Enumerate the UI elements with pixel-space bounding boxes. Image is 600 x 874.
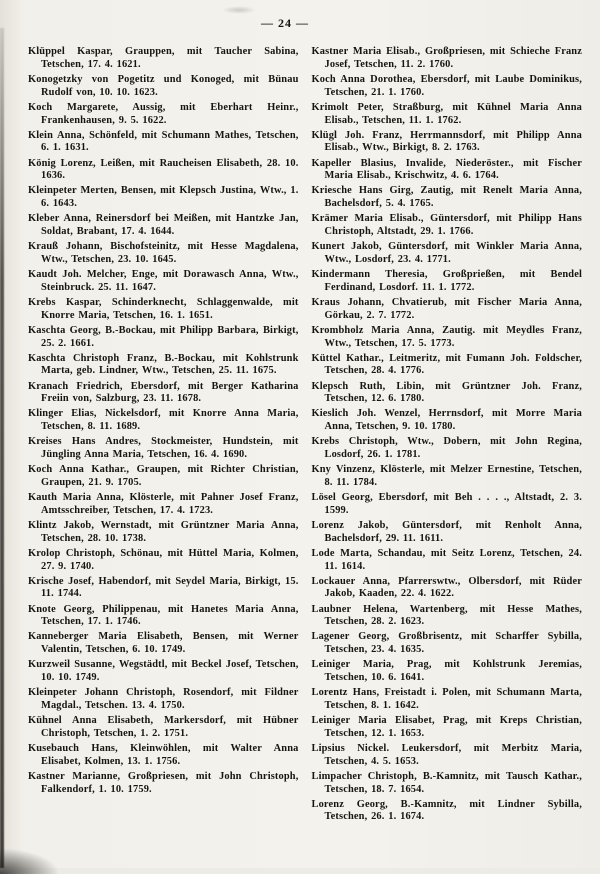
register-entry: Leiniger Maria, Prag, mit Kohlstrunk Jeremias, Tetschen, 10. 6. 1641.: [311, 659, 582, 684]
register-entry: Krombholz Maria Anna, Zautig. mit Meydles Franz, Wtw., Tetschen, 17. 5. 1773.: [311, 324, 582, 349]
register-entry: Lockauer Anna, Pfarrerswtw., Olbersdorf, mit Rüder Jakob, Kaaden, 22. 4. 1622.: [311, 575, 582, 600]
register-entry: Küttel Kathar., Leitmeritz, mit Fumann Joh. Foldscher, Tetschen, 28. 4. 1776.: [311, 352, 582, 377]
register-entry: Kny Vinzenz, Klösterle, mit Melzer Ernestine, Tetschen, 8. 11. 1784.: [311, 464, 582, 488]
register-entry: Lagener Georg, Großbrisentz, mit Scharffer Sybilla, Tetschen, 23. 4. 1635.: [311, 631, 582, 656]
register-entry: Kieslich Joh. Wenzel, Herrnsdorf, mit Morre Maria Anna, Tetschen, 9. 10. 1780.: [311, 408, 582, 433]
register-entry: Limpacher Christoph, B.-Kamnitz, mit Tausch Kathar., Tetschen, 18. 7. 1654.: [311, 770, 582, 795]
register-entry: Krolop Christoph, Schönau, mit Hüttel Maria, Kolmen, 27. 9. 1740.: [28, 547, 299, 572]
register-entry: Krämer Maria Elisab., Güntersdorf, mit Philipp Hans Christoph, Altstadt, 29. 1. 1766.: [311, 213, 582, 238]
scan-smudge: [222, 6, 256, 14]
register-entry: Kusebauch Hans, Kleinwöhlen, mit Walter Anna Elisabet, Kolmen, 13. 1. 1756.: [28, 742, 299, 767]
register-entry: Knote Georg, Philippenau, mit Hanetes Maria Anna, Tetschen, 17. 1. 1746.: [28, 603, 299, 628]
page-number: — 24 —: [261, 16, 309, 30]
register-entry: Kapeller Blasius, Invalide, Niederöster., mit Fischer Maria Elisab., Krischwitz, 4. 6. 1764.: [311, 157, 582, 182]
register-entry: König Lorenz, Leißen, mit Raucheisen Elisabeth, 28. 10. 1636.: [28, 157, 299, 182]
register-entry: Laubner Helena, Wartenberg, mit Hesse Mathes, Tetschen, 28. 2. 1623.: [311, 603, 582, 628]
register-entry: Krimolt Peter, Straßburg, mit Kühnel Maria Anna Elisab., Tetschen, 11. 1. 1762.: [311, 101, 582, 126]
register-entry: Klüppel Kaspar, Grauppen, mit Taucher Sabina, Tetschen, 17. 4. 1621.: [28, 46, 299, 70]
register-entry: Kastner Maria Elisab., Großpriesen, mit Schieche Franz Josef, Tetschen, 11. 2. 1760.: [311, 46, 582, 70]
register-entry: Koch Anna Kathar., Graupen, mit Richter Christian, Graupen, 21. 9. 1705.: [28, 464, 299, 488]
register-entry: Leiniger Maria Elisabet, Prag, mit Kreps Christian, Tetschen, 12. 1. 1653.: [311, 715, 582, 739]
register-entry: Kühnel Anna Elisabeth, Markersdorf, mit Hübner Christoph, Tetschen, 1. 2. 1751.: [28, 715, 299, 739]
register-entry: Kranach Friedrich, Ebersdorf, mit Berger Katharina Freiin von, Salzburg, 23. 11. 1678.: [28, 380, 299, 405]
scan-edge-shadow: [0, 28, 4, 868]
register-entry: Lode Marta, Schandau, mit Seitz Lorenz, Tetschen, 24. 11. 1614.: [311, 547, 582, 572]
register-entry: Kurzweil Susanne, Wegstädtl, mit Beckel Josef, Tetschen, 10. 10. 1749.: [28, 659, 299, 684]
register-entry: Klein Anna, Schönfeld, mit Schumann Mathes, Tetschen, 6. 1. 1631.: [28, 129, 299, 154]
register-entry: Koch Margarete, Aussig, mit Eberhart Heinr., Frankenhausen, 9. 5. 1622.: [28, 101, 299, 126]
register-entry: Konogetzky von Pogetitz und Konoged, mit Bünau Rudolf von, 10. 10. 1623.: [28, 73, 299, 98]
register-column-left: [28, 46, 299, 864]
register-entry: Lorenz Georg, B.-Kamnitz, mit Lindner Sybilla, Tetschen, 26. 1. 1674.: [311, 798, 582, 823]
register-entry: Kauth Maria Anna, Klösterle, mit Pahner Josef Franz, Amtsschreiber, Tetschen, 17. 4. 1723.: [28, 492, 299, 516]
register-entry: Kreises Hans Andres, Stockmeister, Hundstein, mit Jüngling Anna Maria, Tetschen, 16. 4. 1690.: [28, 436, 299, 461]
register-entry: Kleber Anna, Reinersdorf bei Meißen, mit Hantzke Jan, Soldat, Brabant, 17. 4. 1644.: [28, 213, 299, 238]
register-entry: Lipsius Nickel. Leukersdorf, mit Merbitz Maria, Tetschen, 4. 5. 1653.: [311, 742, 582, 767]
register-entry: Kaudt Joh. Melcher, Enge, mit Dorawasch Anna, Wtw., Steinbruck. 25. 11. 1647.: [28, 269, 299, 293]
register-entry: Kriesche Hans Girg, Zautig, mit Renelt Maria Anna, Bachelsdorf, 5. 4. 1765.: [311, 185, 582, 210]
register-entry: Kleinpeter Merten, Bensen, mit Klepsch Justina, Wtw., 1. 6. 1643.: [28, 185, 299, 210]
register-entry: Kunert Jakob, Güntersdorf, mit Winkler Maria Anna, Wtw., Losdorf, 23. 4. 1771.: [311, 241, 582, 265]
register-entry: Klinger Elias, Nickelsdorf, mit Knorre Anna Maria, Tetschen, 8. 11. 1689.: [28, 408, 299, 433]
register-entry: Lorenz Jakob, Güntersdorf, mit Renholt Anna, Bachelsdorf, 29. 11. 1611.: [311, 519, 582, 544]
register-entry: Kaschta Georg, B.-Bockau, mit Philipp Barbara, Birkigt, 25. 2. 1661.: [28, 324, 299, 349]
register-entry: Klintz Jakob, Wernstadt, mit Grüntzner Maria Anna, Tetschen, 28. 10. 1738.: [28, 519, 299, 544]
register-entry: Klepsch Ruth, Libin, mit Grüntzner Joh. Franz, Tetschen, 12. 6. 1780.: [311, 380, 582, 405]
register-entry: Koch Anna Dorothea, Ebersdorf, mit Laube Dominikus, Tetschen, 21. 1. 1760.: [311, 73, 582, 98]
register-entry: Krebs Christoph, Wtw., Dobern, mit John Regina, Losdorf, 26. 1. 1781.: [311, 436, 582, 461]
register-entry: Kastner Marianne, Großpriesen, mit John Christoph, Falkendorf, 1. 10. 1759.: [28, 770, 299, 795]
register-entry: Kindermann Theresia, Großprießen, mit Bendel Ferdinand, Losdorf. 11. 1. 1772.: [311, 269, 582, 293]
register-entry: Krauß Johann, Bischofsteinitz, mit Hesse Magdalena, Wtw., Tetschen, 23. 10. 1645.: [28, 241, 299, 265]
register-entry: Kleinpeter Johann Christoph, Rosendorf, mit Fildner Magdal., Tetschen. 13. 4. 1750.: [28, 687, 299, 711]
register-entry: Lösel Georg, Ebersdorf, mit Beh . . . ., Altstadt, 2. 3. 1599.: [311, 492, 582, 516]
register-column-right: [312, 46, 583, 864]
register-entry: Krische Josef, Habendorf, mit Seydel Maria, Birkigt, 15. 11. 1744.: [28, 575, 299, 600]
register-entry: Krebs Kaspar, Schinderknecht, Schlaggenwalde, mit Knorre Maria, Tetschen, 16. 1. 1651.: [28, 296, 299, 321]
register-entry: Lorentz Hans, Freistadt i. Polen, mit Schumann Marta, Tetschen, 8. 1. 1642.: [311, 687, 582, 711]
register-columns: [28, 46, 582, 864]
register-entry: Kraus Johann, Chvatierub, mit Fischer Maria Anna, Görkau, 2. 7. 1772.: [311, 296, 582, 321]
register-entry: Kaschta Christoph Franz, B.-Bockau, mit Kohlstrunk Marta, geb. Lindner, Wtw., Tetschen, 25. 11. 1675.: [28, 352, 299, 377]
register-entry: Kanneberger Maria Elisabeth, Bensen, mit Werner Valentin, Tetschen, 6. 10. 1749.: [28, 631, 299, 656]
register-entry: Klügl Joh. Franz, Herrmannsdorf, mit Philipp Anna Elisab., Wtw., Birkigt, 8. 2. 1763.: [311, 129, 582, 154]
